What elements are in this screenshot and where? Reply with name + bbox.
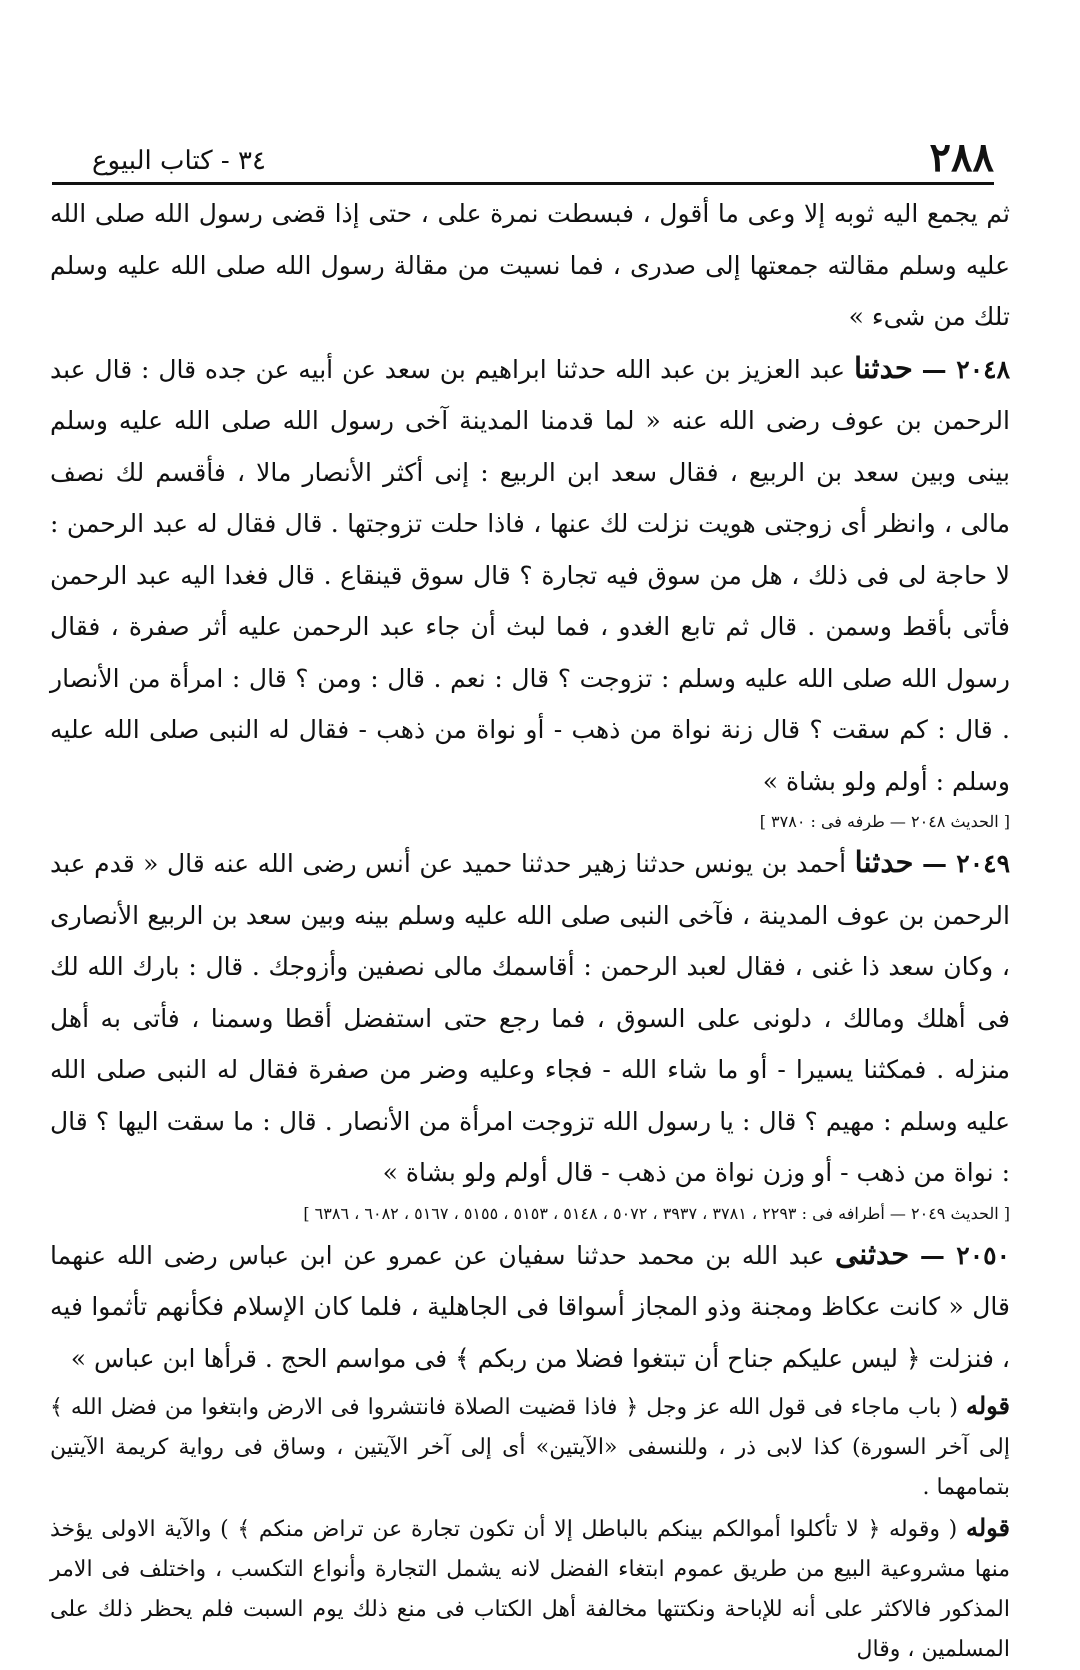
hadith-number: ٢٠٤٨ — (921, 354, 1010, 384)
page-header (52, 130, 994, 185)
hadith-2049-paragraph (50, 837, 1010, 1199)
commentary-keyword: قوله (965, 1513, 1011, 1542)
hadith-text: عبد العزيز بن عبد الله حدثنا ابراهيم بن سعد عن أبيه عن جده قال : قال عبد الرحمن بن عوف رضى الله عنه « لما قدمنا المدينة آخى رسول الله صلى الله عليه وسلم بينى وبين سعد بن الربيع ، فقال سعد ابن الربيع : إنى أكثر الأنصار مالا ، فأقسم لك نصف مالى ، وانظر أى زوجتى هويت نزلت لك عنها ، فاذا حلت تزوجتها . قال فقال له عبد الرحمن : لا حاجة لى فى ذلك ، هل من سوق فيه تجارة ؟ قال سوق قينقاع . قال فغدا اليه عبد الرحمن فأتى بأقط وسمن . قال ثم تابع الغدو ، فما لبث أن جاء عبد الرحمن عليه أثر صفرة ، فقال رسول الله صلى الله عليه وسلم : تزوجت ؟ قال : نعم . قال : ومن ؟ قال : امرأة من الأنصار . قال : كم سقت ؟ قال زنة نواة من ذهب - أو نواة من ذهب - فقال له النبى صلى الله عليه وسلم : أولم ولو بشاة » (50, 354, 1010, 796)
commentary-paragraph (50, 1386, 1010, 1508)
hadith-reference: [ الحديث ٢٠٤٩ — أطرافه فى : ٢٢٩٣ ، ٣٧٨١ ، ٣٩٣٧ ، ٥٠٧٢ ، ٥١٤٨ ، ٥١٥٣ ، ٥١٥٥ ، ٥١٦٧ ، ٦٠٨٢ ، ٦٣٨٦ ] (303, 1203, 1010, 1223)
commentary-paragraph (50, 1508, 1010, 1670)
hadith-reference: [ الحديث ٢٠٤٨ — طرفه فى : ٣٧٨٠ ] (759, 812, 1010, 831)
commentary-keyword: قوله (965, 1391, 1011, 1420)
commentary-section (50, 1386, 1010, 1670)
hadith-text: عبد الله بن محمد حدثنا سفيان عن عمرو عن ابن عباس رضى الله عنهما قال « كانت عكاظ ومجنة وذو المجاز أسواقا فى الجاهلية ، فلما كان الإسلام فكأنهم تأثموا فيه ، فنزلت ﴿ ليس عليكم جناح أن تبتغوا فضلا من ربكم ﴾ فى مواسم الحج . قرأها ابن عباس » (50, 1240, 1010, 1373)
narration-verb: حدثنى (835, 1236, 910, 1271)
hadith-number: ٢٠٥٠ — (919, 1240, 1011, 1270)
narration-verb: حدثنا (854, 845, 914, 879)
hadith-text: أحمد بن يونس حدثنا زهير حدثنا حميد عن أنس رضى الله عنه قال « قدم عبد الرحمن بن عوف المدينة ، فآخى النبى صلى الله عليه وسلم بينه وبين سعد بن الربيع الأنصارى ، وكان سعد ذا غنى ، فقال لعبد الرحمن : أقاسمك مالى نصفين وأزوجك . قال : بارك الله لك فى أهلك ومالك ، دلونى على السوق ، فما رجع حتى استفضل أقطا وسمنا ، فأتى به أهل منزله . فمكثنا يسيرا - أو ما شاء الله - فجاء وعليه وضر من صفرة فقال له النبى صلى الله عليه وسلم : مهيم ؟ قال : يا رسول الله تزوجت امرأة من الأنصار . قال : ما سقت اليها ؟ قال : نواة من ذهب - أو وزن نواة من ذهب - قال أولم ولو بشاة » (50, 849, 1010, 1187)
hadith-2048 (50, 343, 1010, 836)
hadith-2049 (50, 837, 1010, 1227)
commentary-text: ( وقوله ﴿ لا تأكلوا أموالكم بينكم بالباطل إلا أن تكون تجارة عن تراض منكم ﴾ ) والآية الاولى يؤخذ منها مشروعية البيع من طريق عموم ابتغاء الفضل لانه يشمل التجارة وأنواع التكسب ، واختلف فى الامر المذكور فالاكثر على أنه للإباحة ونكتتها مخالفة أهل الكتاب فى منع ذلك يوم السبت فلم يحظر ذلك على المسلمين ، وقال (50, 1517, 1010, 1662)
hadith-2050-paragraph (50, 1229, 1010, 1385)
opening-paragraph: ثم يجمع اليه ثوبه إلا وعى ما أقول ، فبسطت نمرة على ، حتى إذا قضى رسول الله صلى الله عليه وسلم مقالته جمعتها إلى صدرى ، فما نسيت من مقالة رسول الله صلى الله عليه وسلم تلك من شىء » (50, 199, 1010, 331)
hadith-number: ٢٠٤٩ — (922, 849, 1011, 878)
commentary-text: ( باب ماجاء فى قول الله عز وجل ﴿ فاذا قضيت الصلاة فانتشروا فى الارض وابتغوا من فضل الله ﴾ إلى آخر السورة) كذا لابى ذر ، وللنسفى «الآيتين» أى إلى آخر الآيتين ، وساق فى رواية كريمة الآيتين بتمامهما . (50, 1395, 1010, 1500)
narration-verb: حدثنا (853, 350, 913, 385)
page-number: ٢٨٨ (929, 134, 994, 181)
page-body (50, 188, 1010, 1670)
hadith-2050 (50, 1229, 1010, 1385)
running-title: ٣٤ - كتاب البيوع (92, 146, 266, 176)
hadith-2048-paragraph (50, 343, 1010, 808)
